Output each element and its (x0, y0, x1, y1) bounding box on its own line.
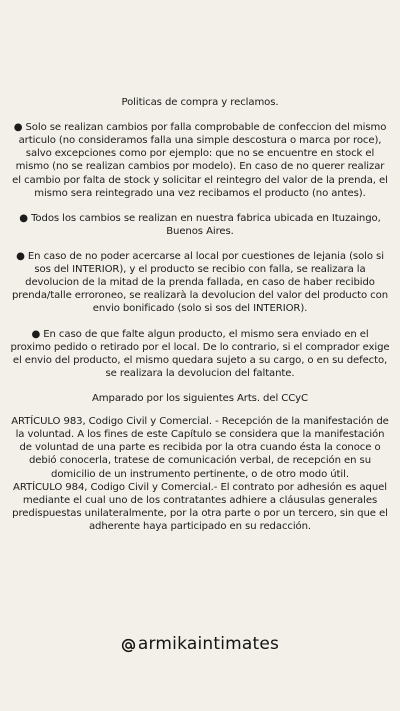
threads-at-icon (121, 638, 136, 653)
policy-title: Politicas de compra y reclamos. (121, 97, 279, 108)
policy-bullet-exchanges: ● Solo se realizan cambios por falla comprobable de confeccion del mismo articulo (no consideramos falla una simple descostura o marca por roce), salvo excepciones como por ejemplo: que no se encuentre en stock el mismo (no se realizan cambios por modelo). En caso de no querer realizar el cambio por falta de stock y solicitar el reintegro del valor de la prenda, el mismo sera reintegrado una vez recibamos el producto (no antes). (12, 122, 388, 199)
policy-bullet-interior: ● En caso de no poder acercarse al local por cuestiones de lejania (solo si sos del INTERIOR), y el producto se recibio con falla, se realizara la devolucion de la mitad de la prenda fallada, en caso de haber recibido prenda/talle erroroneo, se realizarà la devolucion del valor del producto con envio bonificado (solo si sos del INTERIOR). (11, 250, 389, 315)
legal-intro: Amparado por los siguientes Arts. del CCyC (92, 392, 308, 404)
policy-text-block (10, 96, 390, 533)
article-983: ARTÍCULO 983, Codigo Civil y Comercial. - Recepción de la manifestación de la voluntad. A los fines de este Capítulo se considera que la manifestación de voluntad de una parte es recibida por la otra cuando ésta la conoce o debió conocerla, tratese de comunicación verbal, de recepción en su domicilio de un instrumento pertinente, o de otro modo útil. (11, 416, 389, 480)
policy-bullet-missing: ● En caso de que falte algun producto, el mismo sera enviado en el proximo pedido o retirado por el local. De lo contrario, si el comprador exige el envio del producto, el mismo quedara sujeto a su cargo, o en su defecto, se realizara la devolucion del faltante. (10, 328, 390, 379)
account-mention-sticker[interactable] (0, 634, 400, 654)
policy-bullet-location: ● Todos los cambios se realizan en nuestra fabrica ubicada en Ituzaingo, Buenos Aires. (19, 212, 381, 237)
article-984: ARTÍCULO 984, Codigo Civil y Comercial.- El contrato por adhesión es aquel mediante el cual uno de los contratantes adhiere a cláusulas generales predispuestas unilateralmente, por la otra parte o por un tercero, sin que el adherente haya participado en su redacción. (12, 481, 388, 532)
mention-handle[interactable]: armikaintimates (137, 634, 280, 654)
